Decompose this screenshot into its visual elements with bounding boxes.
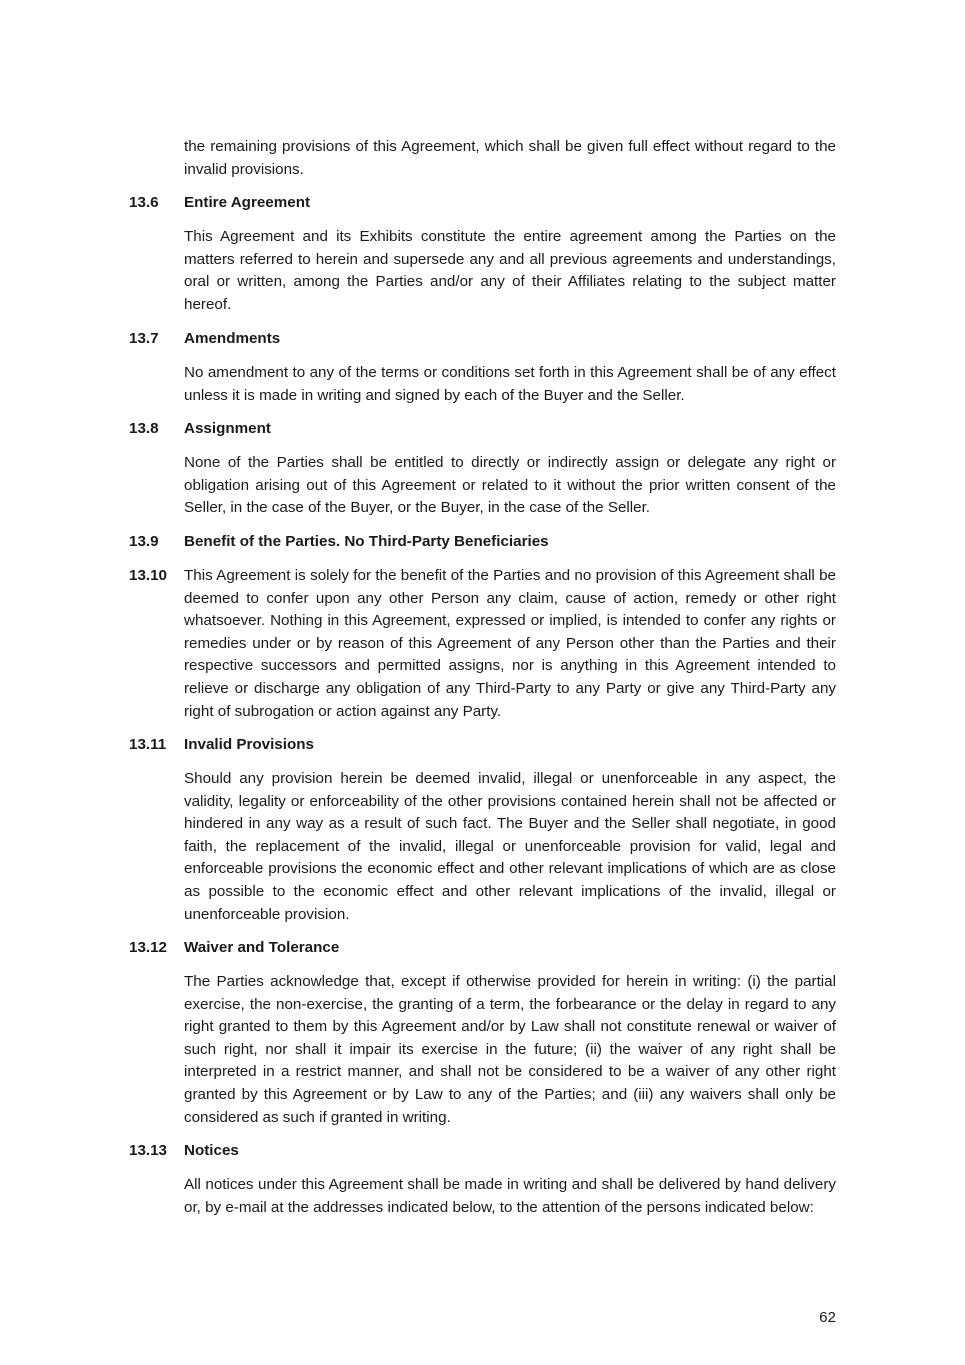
section-body-13-11: Should any provision herein be deemed invalid, illegal or unenforceable in any aspect, the validity, legality or enforceability of the other provisions contained herein shall not be affected or hindered in any way as a result of such fact. The Buyer and the Seller shall negotiate, in good faith, the replacement of the invalid, illegal or unenforceable provision for valid, legal and enforceable provisions the economic effect and other relevant implications of which are as close as possible to the economic effect and other relevant implications of the invalid, illegal or unenforceable provision. xyxy=(184,770,836,923)
section-number: 13.11 xyxy=(129,736,167,753)
section-heading-13-13 xyxy=(129,1140,836,1163)
section-number: 13.8 xyxy=(129,420,159,437)
section-body-13-12: The Parties acknowledge that, except if otherwise provided for herein in writing: (i) the partial exercise, the non-exercise, the granting of a term, the forbearance or the delay in regard to any right granted to them by this Agreement and/or by Law shall not constitute renewal or waiver of such right, nor shall it impair its exercise in the future; (ii) the waiver of any right shall be interpreted in a restrict manner, and shall not be considered to be a waiver of any other right granted by this Agreement or by Law to any of the Parties; and (iii) any waivers shall only be considered as such if granted in writing. xyxy=(184,973,836,1126)
section-title: Waiver and Tolerance xyxy=(184,939,340,956)
section-title: Assignment xyxy=(184,420,271,437)
section-title: Benefit of the Parties. No Third-Party Beneficiaries xyxy=(184,533,549,550)
section-title: Amendments xyxy=(184,330,281,347)
section-number: 13.10 xyxy=(129,567,168,584)
section-number: 13.6 xyxy=(129,194,159,211)
section-heading-13-8 xyxy=(129,418,836,441)
section-heading-13-7 xyxy=(129,328,836,351)
page-number: 62 xyxy=(819,1309,836,1326)
section-heading-13-11 xyxy=(129,734,836,757)
section-number: 13.13 xyxy=(129,1142,168,1159)
section-title: Notices xyxy=(184,1142,239,1159)
section-number: 13.12 xyxy=(129,939,168,956)
section-body-13-13: All notices under this Agreement shall be made in writing and shall be delivered by hand delivery or, by e-mail at the addresses indicated below, to the attention of the persons indicated below: xyxy=(184,1176,836,1216)
section-body-13-8: None of the Parties shall be entitled to directly or indirectly assign or delegate any right or obligation arising out of this Agreement or related to it without the prior written consent of the Seller, in the case of the Buyer, or the Buyer, in the case of the Seller. xyxy=(184,454,836,517)
section-title: Entire Agreement xyxy=(184,194,311,211)
section-13-10 xyxy=(129,565,836,723)
section-body-13-6: This Agreement and its Exhibits constitute the entire agreement among the Parties on the matters referred to herein and supersede any and all previous agreements and understandings, oral or written, among the Parties and/or any of their Affiliates relating to the subject matter hereof. xyxy=(184,228,836,313)
section-title: Invalid Provisions xyxy=(184,736,314,753)
section-heading-13-6 xyxy=(129,192,836,215)
section-number: 13.7 xyxy=(129,330,159,347)
section-number: 13.9 xyxy=(129,533,159,550)
section-body-13-10: This Agreement is solely for the benefit of the Parties and no provision of this Agreement shall be deemed to confer upon any other Person any claim, cause of action, remedy or other right whatsoever. Nothing in this Agreement, expressed or implied, is intended to confer any rights or remedies under or by reason of this Agreement of any Person other than the Parties and their respective successors and permitted assigns, nor is anything in this Agreement intended to relieve or discharge any obligation of any Third-Party to any Party or give any Third-Party any right of subrogation or action against any Party. xyxy=(184,567,836,720)
section-body-13-7: No amendment to any of the terms or conditions set forth in this Agreement shall be of any effect unless it is made in writing and signed by each of the Buyer and the Seller. xyxy=(184,364,836,404)
section-heading-13-12 xyxy=(129,937,836,960)
continuation-paragraph: the remaining provisions of this Agreement, which shall be given full effect without regard to the invalid provisions. xyxy=(184,138,836,178)
section-heading-13-9 xyxy=(129,531,836,554)
